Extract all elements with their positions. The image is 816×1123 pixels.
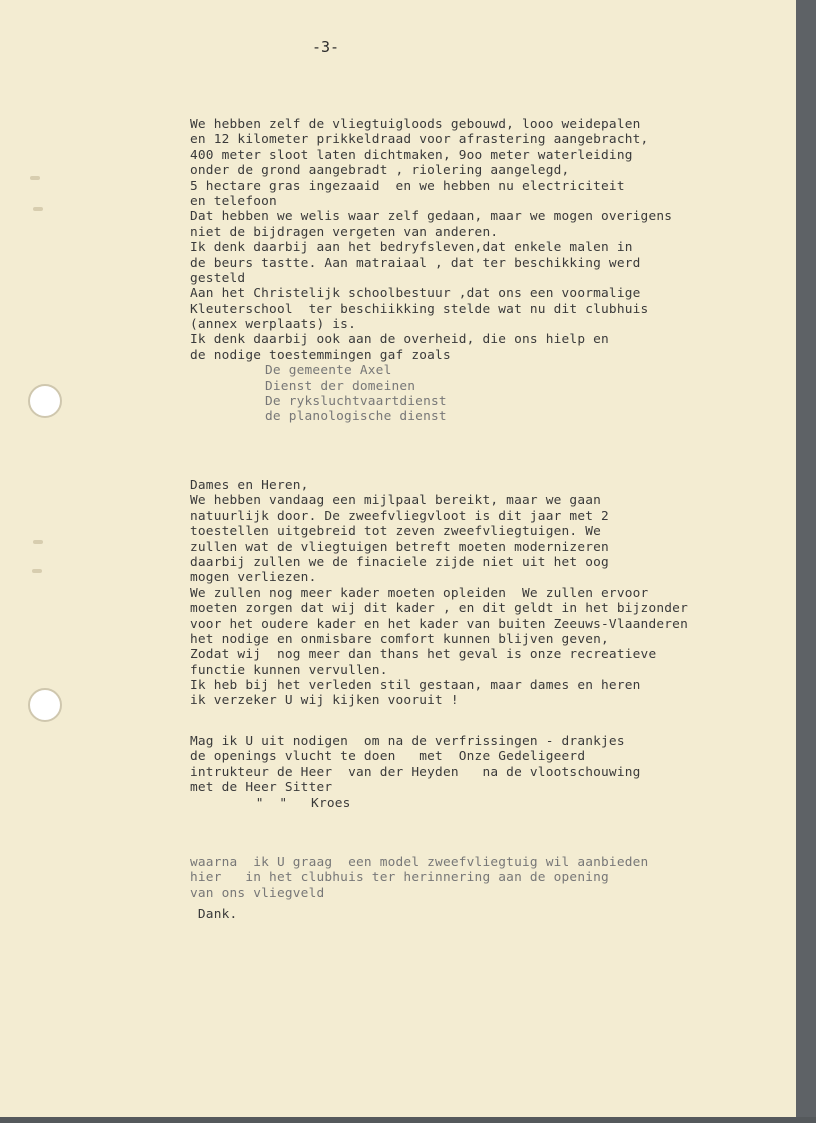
scan-background-edge (796, 0, 816, 1123)
list-item: De gemeente Axel (265, 363, 392, 379)
paragraph-gift (190, 855, 780, 901)
page-number: -3- (312, 38, 340, 56)
text-line: intrukteur de Heer van der Heyden na de vlootschouwing (190, 764, 641, 780)
closing (190, 907, 780, 922)
text-line: moeten zorgen dat wij dit kader , en dit geldt in het bijzonder (190, 601, 688, 617)
text-line: Mag ik U uit nodigen om na de verfrissingen - drankjes (190, 734, 625, 749)
stain-mark (33, 540, 43, 544)
list-item: de planologische dienst (265, 409, 447, 425)
paragraph-acknowledgements (190, 117, 780, 425)
text-line: de openings vlucht te doen met Onze Gedeligeerd (190, 749, 586, 765)
text-line: niet de bijdragen vergeten van anderen. (190, 224, 499, 240)
text-line: 5 hectare gras ingezaaid en we hebben nu electriciteit (190, 178, 625, 194)
text-line: mogen verliezen. (190, 570, 317, 586)
text-line: hier in het clubhuis ter herinnering aan de opening (190, 870, 609, 886)
text-line: toestellen uitgebreid tot zeven zweefvliegtuigen. We (190, 524, 602, 540)
text-line: met de Heer Sitter (190, 780, 333, 796)
text-line: We hebben zelf de vliegtuigloods gebouwd, looo weidepalen (190, 117, 641, 132)
text-line: functie kunnen vervullen. (190, 662, 388, 678)
text-line: Kleuterschool ter beschiikking stelde wat nu dit clubhuis (190, 301, 649, 317)
stain-mark (33, 207, 43, 211)
scan-background-bottom (0, 1117, 816, 1123)
stain-mark (32, 569, 42, 573)
text-line: daarbij zullen we de finaciele zijde niet uit het oog (190, 554, 609, 570)
text-line: We hebben vandaag een mijlpaal bereikt, maar we gaan (190, 493, 602, 509)
closing-word: Dank. (190, 907, 238, 922)
text-line: van ons vliegveld (190, 885, 325, 901)
text-line: en telefoon (190, 193, 277, 209)
text-line: " " Kroes (232, 795, 351, 811)
text-line: Aan het Christelijk schoolbestuur ,dat ons een voormalige (190, 286, 641, 302)
text-line: Dat hebben we welis waar zelf gedaan, maar we mogen overigens (190, 209, 673, 225)
text-line: de beurs tastte. Aan matraiaal , dat ter beschikking werd (190, 255, 641, 271)
text-line: het nodige en onmisbare comfort kunnen blijven geven, (190, 631, 609, 647)
text-line: (annex werplaats) is. (190, 317, 356, 333)
text-line: en 12 kilometer prikkeldraad voor afrastering aangebracht, (190, 132, 649, 148)
text-line: zullen wat de vliegtuigen betreft moeten modernizeren (190, 539, 609, 555)
text-line: waarna ik U graag een model zweefvliegtuig wil aanbieden (190, 855, 649, 870)
text-line: Ik denk daarbij aan het bedryfsleven,dat enkele malen in (190, 240, 633, 256)
text-line: onder de grond aangebradt , riolering aangelegd, (190, 163, 570, 179)
text-line: voor het oudere kader en het kader van buiten Zeeuws-Vlaanderen (190, 616, 688, 632)
text-line: natuurlijk door. De zweefvliegvloot is dit jaar met 2 (190, 508, 609, 524)
text-line: Zodat wij nog meer dan thans het geval is onze recreatieve (190, 647, 657, 663)
text-line: We zullen nog meer kader moeten opleiden We zullen ervoor (190, 585, 649, 601)
punch-hole (28, 384, 62, 418)
text-line: gesteld (190, 270, 246, 286)
text-line: de nodige toestemmingen gaf zoals (190, 347, 451, 363)
salutation: Dames en Heren, (190, 478, 309, 493)
text-line: 400 meter sloot laten dichtmaken, 9oo meter waterleiding (190, 147, 633, 163)
text-line: Ik denk daarbij ook aan de overheid, die ons hielp en (190, 332, 609, 348)
text-line: Ik heb bij het verleden stil gestaan, maar dames en heren (190, 678, 641, 694)
stain-mark (30, 176, 40, 180)
text-line: ik verzeker U wij kijken vooruit ! (190, 693, 459, 709)
list-item: De ryksluchtvaartdienst (265, 394, 447, 410)
paragraph-invitation (190, 734, 780, 811)
punch-hole (28, 688, 62, 722)
paragraph-address (190, 478, 780, 709)
list-item: Dienst der domeinen (265, 378, 416, 394)
